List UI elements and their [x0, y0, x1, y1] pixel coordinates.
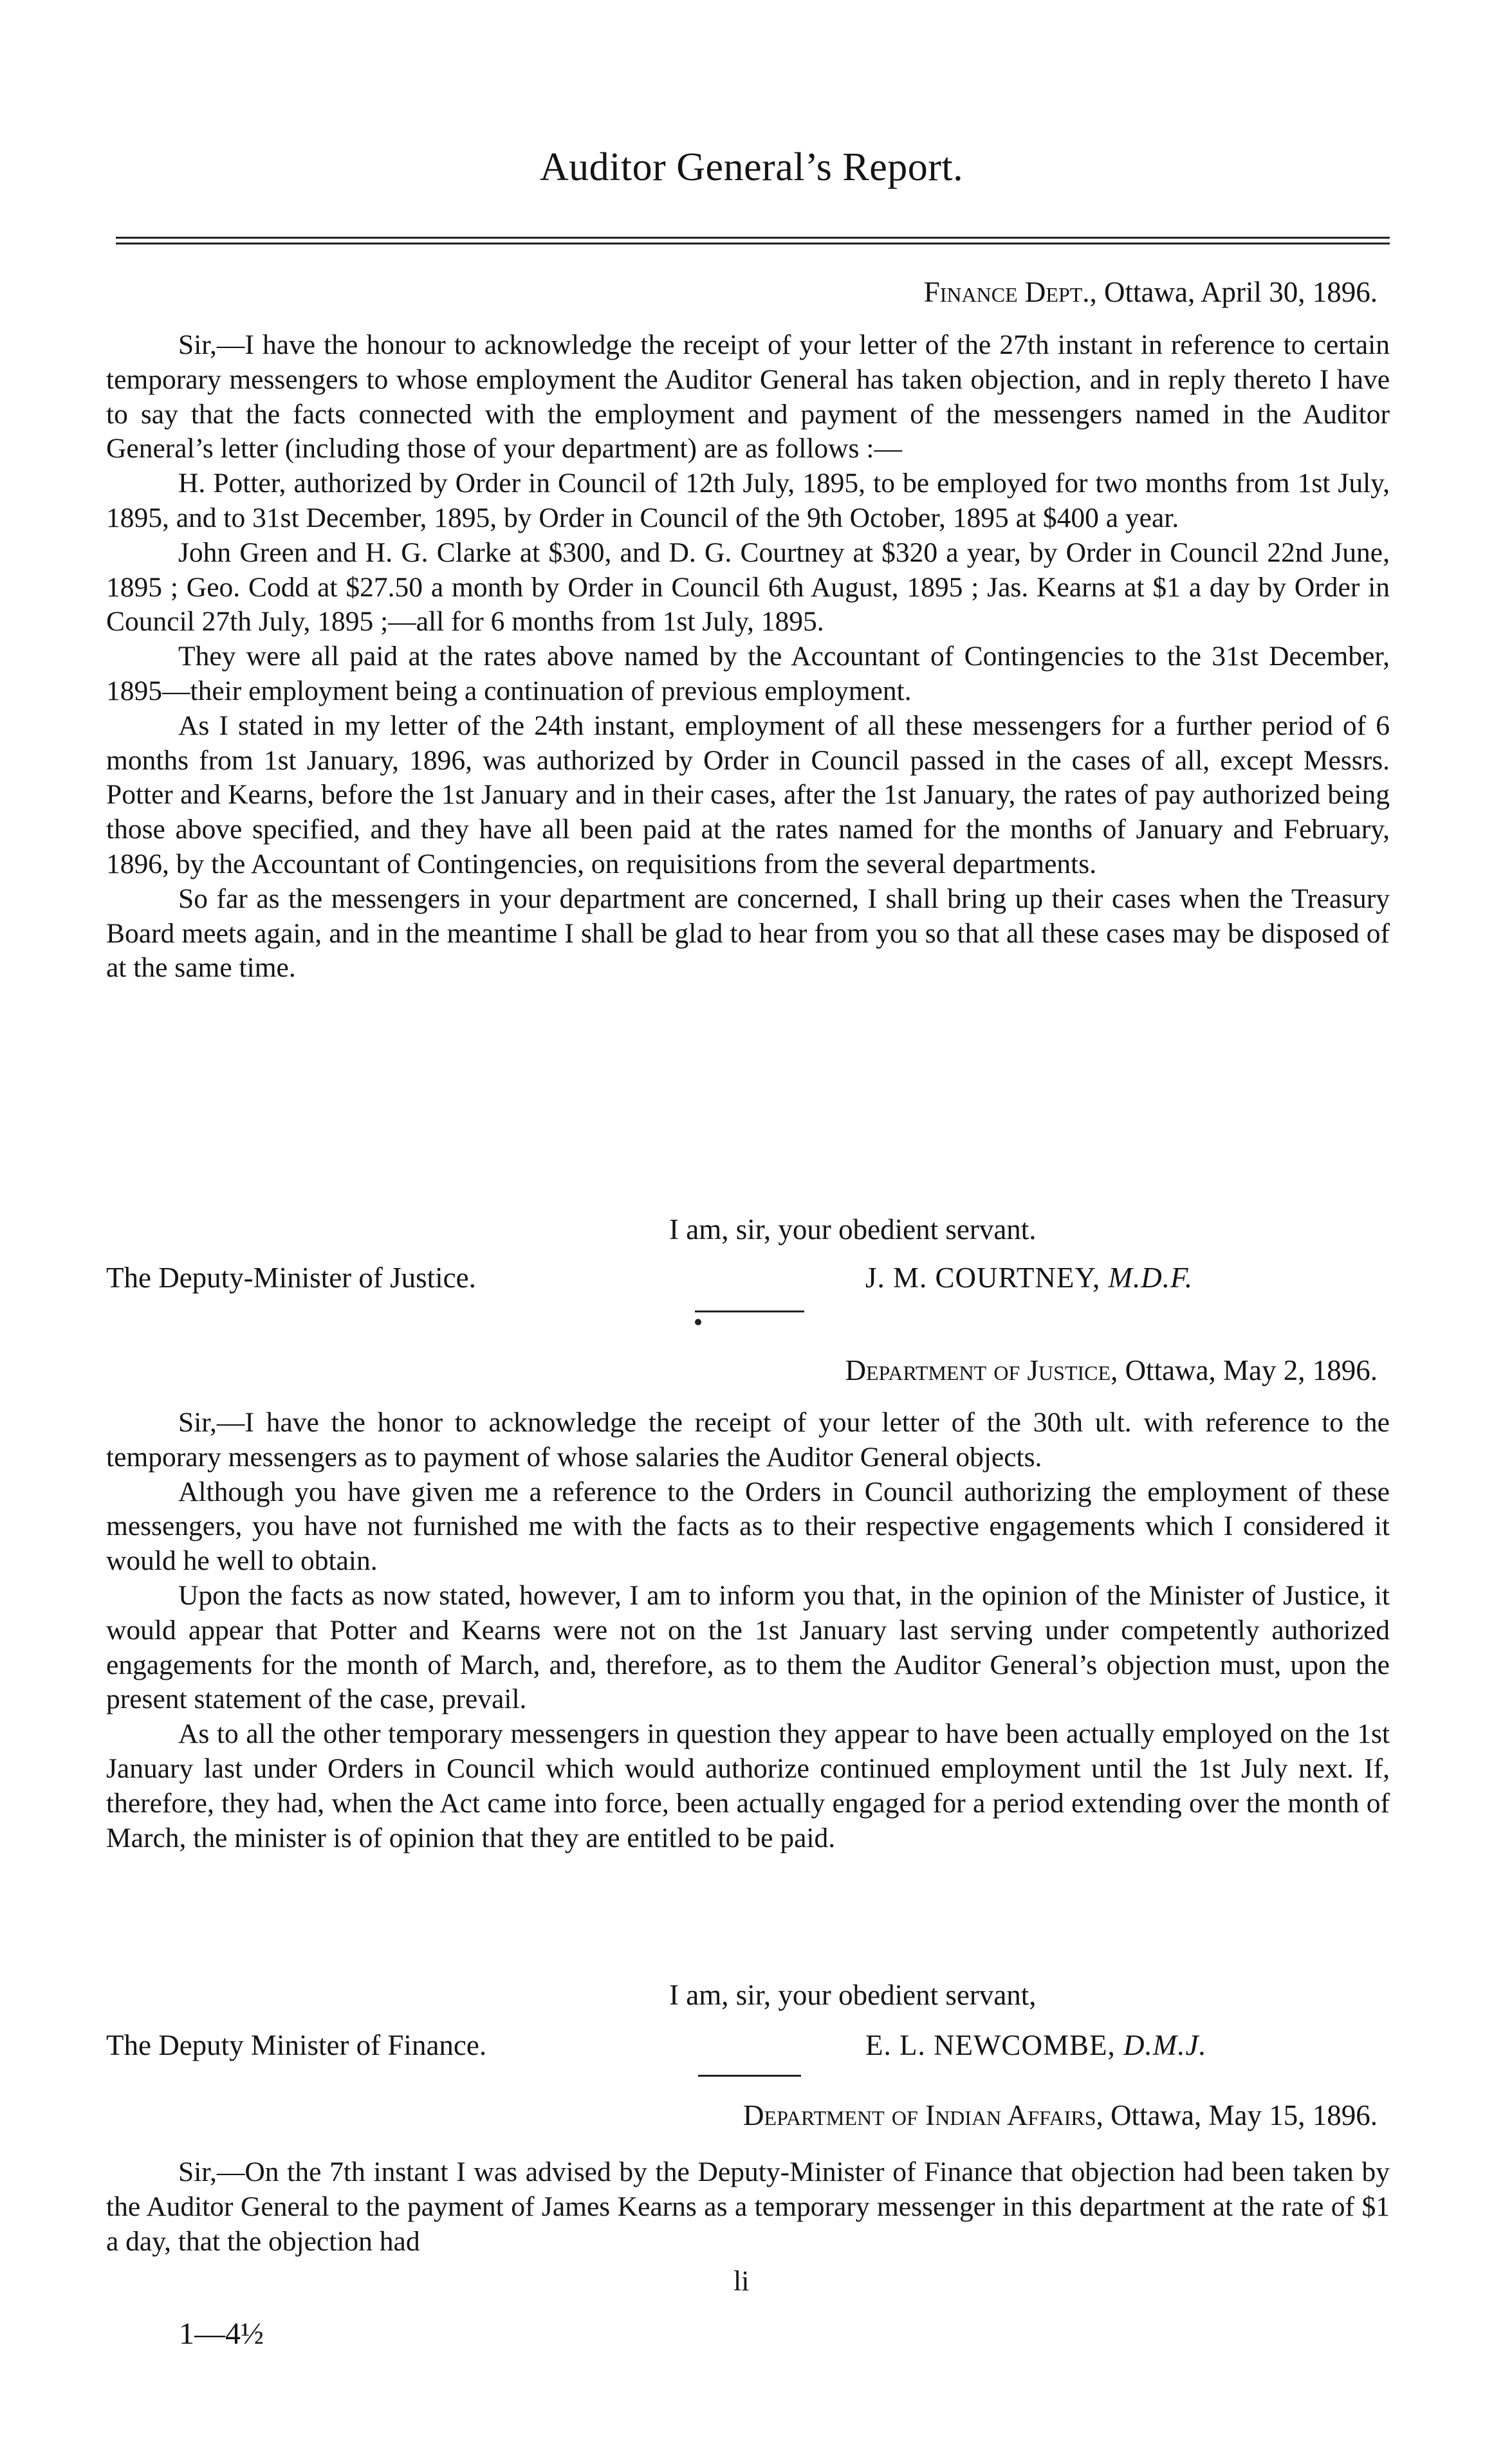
letter-1-paragraph: Sir,—I have the honour to acknowledge the receipt of your letter of the 27th instant in reference to certain temporary messengers to whose employment the Auditor General has taken objection, and in reply thereto I have to say that the facts connected with the employment and payment of the messengers named in the Auditor General’s letter (including those of your department) are as follows :—: [106, 329, 1390, 464]
separator-rule: [698, 2075, 801, 2077]
letter-1-signer-title: M.D.F.: [1108, 1262, 1193, 1294]
letter-1-signer-name: J. M. COURTNEY,: [865, 1262, 1101, 1294]
letter-2-signer: [865, 2028, 1207, 2062]
letter-3-dateline-rest: , Ottawa, May 15, 1896.: [1096, 2099, 1378, 2131]
letter-1-dateline-dept: Finance Dept.: [923, 276, 1090, 308]
letter-2-addressee: The Deputy Minister of Finance.: [106, 2029, 487, 2061]
page-number: li: [733, 2265, 750, 2297]
separator-dot: [695, 1319, 701, 1325]
letter-2-signer-name: E. L. NEWCOMBE,: [865, 2029, 1116, 2061]
page-title: Auditor General’s Report.: [539, 145, 964, 189]
letter-2-paragraph: Although you have given me a reference to the Orders in Council authorizing the employment of these messengers, you have not furnished me with the facts as to their respective engagements which I considered it would he well to obtain.: [106, 1476, 1390, 1577]
letter-1-dateline: [924, 275, 1378, 309]
letter-2-dateline-rest: , Ottawa, May 2, 1896.: [1111, 1354, 1378, 1386]
letter-2-closing: I am, sir, your obedient servant,: [669, 1979, 1037, 2011]
letter-2-signer-title: D.M.J.: [1123, 2029, 1207, 2061]
letter-3-dateline-dept: Department of Indian Affairs: [743, 2099, 1096, 2131]
letter-1-signer: [865, 1261, 1193, 1294]
printer-signature-mark: 1—4½: [179, 2317, 264, 2351]
letter-2-dateline: [845, 1354, 1378, 1387]
letter-2-body: [106, 1406, 1390, 1855]
letter-1-closing: I am, sir, your obedient servant.: [669, 1213, 1037, 1246]
letter-1-paragraph: H. Potter, authorized by Order in Council of 12th July, 1895, to be employed for two months from 1st July, 1895, and to 31st December, 1895, by Order in Council of the 9th October, 1895 at $400 a year.: [106, 468, 1390, 533]
letter-1-paragraph: So far as the messengers in your department are concerned, I shall bring up their cases when the Treasury Board meets again, and in the meantime I shall be glad to hear from you so that all these cases may be disposed of at the same time.: [106, 883, 1390, 984]
letter-2-dateline-dept: Department of Justice: [845, 1354, 1111, 1386]
letter-3-paragraph: Sir,—On the 7th instant I was advised by the Deputy-Minister of Finance that objection had been taken by the Auditor General to the payment of James Kearns as a temporary messenger in this department at the rate of $1 a day, that the objection had: [106, 2156, 1390, 2257]
letter-1-body: [106, 328, 1390, 986]
letter-1-paragraph: John Green and H. G. Clarke at $300, and D. G. Courtney at $320 a year, by Order in Council 22nd June, 1895 ; Geo. Codd at $27.50 a month by Order in Council 6th August, 1895 ; Jas. Kearns at $1 a day by Order in Council 27th July, 1895 ;—all for 6 months from 1st July, 1895.: [106, 537, 1390, 638]
letter-3-dateline: [743, 2099, 1378, 2132]
separator-rule: [695, 1310, 804, 1312]
letter-3-body: [106, 2155, 1390, 2259]
letter-1-paragraph: They were all paid at the rates above named by the Accountant of Contingencies to the 31st December, 1895—their employment being a continuation of previous employment.: [106, 641, 1390, 706]
title-double-rule: [116, 237, 1390, 246]
letter-1-addressee: The Deputy-Minister of Justice.: [106, 1262, 476, 1294]
letter-2-paragraph: Upon the facts as now stated, however, I am to inform you that, in the opinion of the Minister of Justice, it would appear that Potter and Kearns were not on the 1st January last serving under competently authorized engagements for the month of March, and, therefore, as to them the Auditor General’s objection must, upon the present statement of the case, prevail.: [106, 1579, 1390, 1715]
letter-2-paragraph: As to all the other temporary messengers in question they appear to have been actually employed on the 1st January last under Orders in Council which would authorize continued employment until the 1st July next. If, therefore, they had, when the Act came into force, been actually engaged for a period extending over the month of March, the minister is of opinion that they are entitled to be paid.: [106, 1718, 1390, 1853]
letter-2-paragraph: Sir,—I have the honor to acknowledge the receipt of your letter of the 30th ult. with reference to the temporary messengers as to payment of whose salaries the Auditor General objects.: [106, 1407, 1390, 1473]
letter-1-paragraph: As I stated in my letter of the 24th instant, employment of all these messengers for a further period of 6 months from 1st January, 1896, was authorized by Order in Council passed in the cases of all, except Messrs. Potter and Kearns, before the 1st January and in their cases, after the 1st January, the rates of pay authorized being those above specified, and they have all been paid at the rates named for the months of January and February, 1896, by the Accountant of Contingencies, on requisitions from the several departments.: [106, 710, 1390, 879]
letter-1-dateline-rest: , Ottawa, April 30, 1896.: [1089, 276, 1378, 308]
